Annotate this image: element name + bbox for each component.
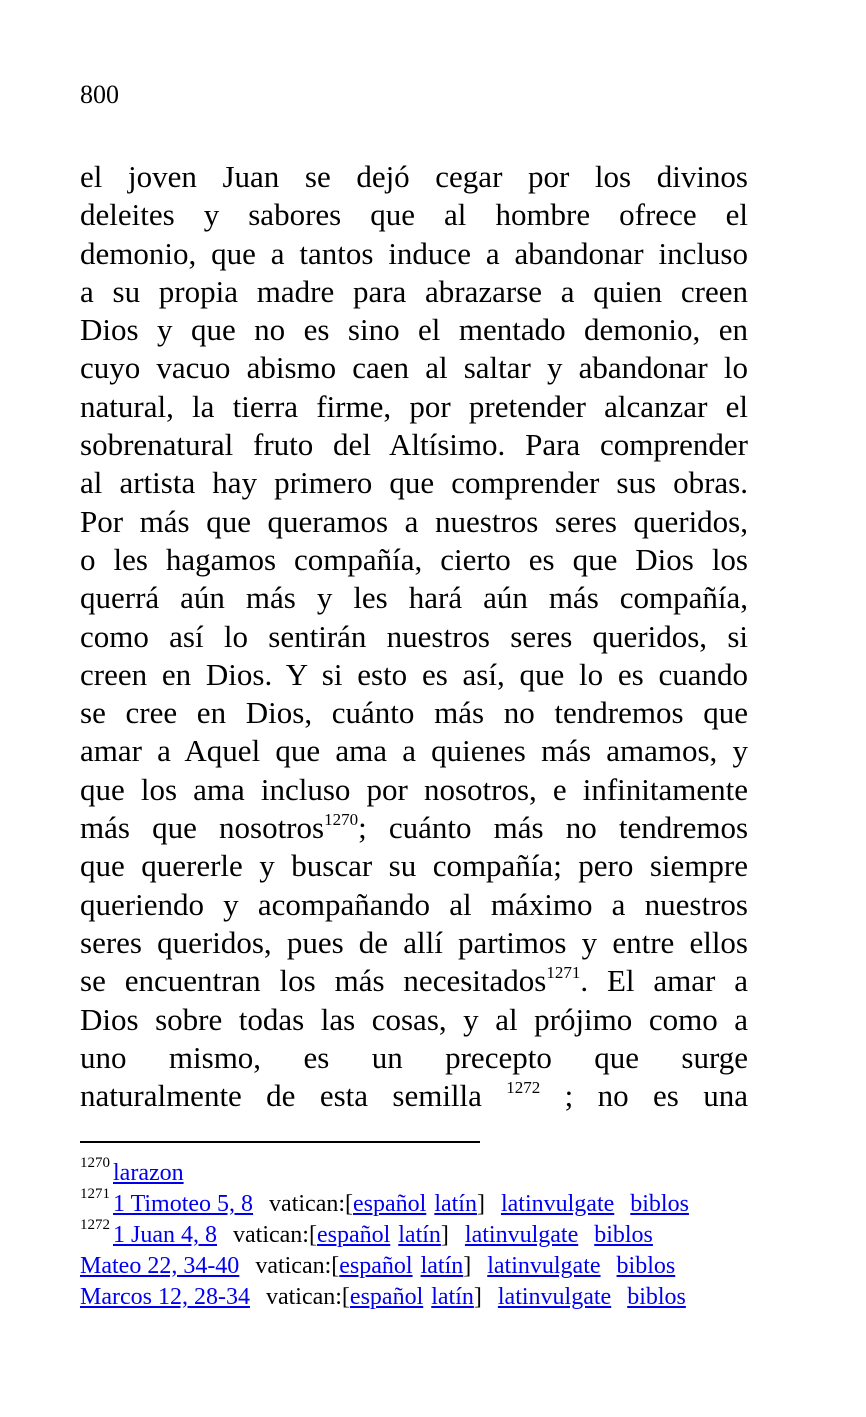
larazon-link[interactable]: larazon <box>113 1160 184 1186</box>
latinvulgate-link[interactable]: latinvulgate <box>500 1191 615 1217</box>
text-fragment: naturalmente de esta semilla <box>80 1078 482 1114</box>
text-line: el joven Juan se dejó cegar por los divinos <box>80 159 748 194</box>
vatican-label: vatican:[ <box>255 1253 340 1279</box>
text-line: seres queridos, pues de allí partimos y entre ellos <box>80 924 748 960</box>
text-line: Dios y que no es sino el mentado demonio, en <box>80 312 748 348</box>
bracket-close: ] <box>440 1222 449 1248</box>
biblos-link[interactable]: biblos <box>594 1222 653 1248</box>
footnotes <box>80 1155 780 1313</box>
text-fragment: más que nosotros <box>80 810 325 846</box>
latin-link[interactable]: latín <box>420 1253 464 1279</box>
bible-ref-link[interactable]: Marcos 12, 28-34 <box>80 1284 250 1310</box>
footnote-ref-1271[interactable]: 1271 <box>546 962 581 982</box>
vatican-label: vatican:[ <box>265 1284 350 1310</box>
latin-link[interactable]: latín <box>398 1222 441 1248</box>
footnote-marcos <box>80 1282 780 1313</box>
footnote-1270 <box>80 1155 780 1189</box>
latin-link[interactable]: latín <box>434 1191 477 1217</box>
biblos-link[interactable]: biblos <box>627 1284 686 1310</box>
footnote-1272 <box>80 1217 780 1251</box>
text-line: uno mismo, es un precepto que surge <box>80 1039 748 1075</box>
text-line: cuyo vacuo abismo caen al saltar y abandonar lo <box>80 350 748 386</box>
text-fragment: se encuentran los más necesitados <box>80 963 547 999</box>
text-line: queriendo y acompañando al máximo a nuestros <box>80 886 748 922</box>
text-line: que los ama incluso por nosotros, e infinitamente <box>80 771 748 807</box>
biblos-link[interactable]: biblos <box>630 1191 689 1217</box>
footnote-1271 <box>80 1186 780 1220</box>
text-line: a su propia madre para abrazarse a quien creen <box>80 273 748 309</box>
latinvulgate-link[interactable]: latinvulgate <box>497 1284 612 1310</box>
text-line: creen en Dios. Y si esto es así, que lo es cuando <box>80 656 748 692</box>
text-line <box>80 1077 748 1115</box>
footnote-mateo <box>80 1251 780 1282</box>
text-line <box>80 809 748 847</box>
text-line: que quererle y buscar su compañía; pero siempre <box>80 848 748 884</box>
text-line <box>80 962 748 1000</box>
footnote-ref-1272[interactable]: 1272 <box>506 1077 541 1097</box>
text-line: sobrenatural fruto del Altísimo. Para comprender <box>80 427 748 463</box>
espanol-link[interactable]: español <box>339 1253 413 1279</box>
text-line: demonio, que a tantos induce a abandonar incluso <box>80 235 748 271</box>
espanol-link[interactable]: español <box>353 1191 427 1217</box>
page-number: 800 <box>80 80 119 109</box>
text-line: Dios sobre todas las cosas, y al prójimo como a <box>80 1001 748 1037</box>
footnote-number: 1272 <box>80 1217 110 1233</box>
text-fragment: . El amar a <box>580 963 748 999</box>
text-fragment: ; no es una <box>564 1078 748 1114</box>
vatican-label: vatican:[ <box>269 1191 353 1217</box>
latin-link[interactable]: latín <box>431 1284 474 1310</box>
bracket-close: ] <box>476 1191 485 1217</box>
espanol-link[interactable]: español <box>316 1222 391 1248</box>
text-line: deleites y sabores que al hombre ofrece el <box>80 197 748 233</box>
latinvulgate-link[interactable]: latinvulgate <box>464 1222 579 1248</box>
text-line: Por más que queramos a nuestros seres queridos, <box>80 503 748 539</box>
text-line: se cree en Dios, cuánto más no tendremos que <box>80 695 748 731</box>
bracket-close: ] <box>463 1253 472 1279</box>
text-line: o les hagamos compañía, cierto es que Dios los <box>80 541 748 577</box>
text-line: amar a Aquel que ama a quienes más amamos, y <box>80 733 748 769</box>
biblos-link[interactable]: biblos <box>616 1253 676 1279</box>
bible-ref-link[interactable]: 1 Juan 4, 8 <box>113 1222 217 1248</box>
text-line: natural, la tierra firme, por pretender alcanzar el <box>80 388 748 424</box>
espanol-link[interactable]: español <box>349 1284 424 1310</box>
footnote-ref-1270[interactable]: 1270 <box>324 809 359 829</box>
footnote-divider <box>80 1141 480 1143</box>
text-line: al artista hay primero que comprender sus obras. <box>80 465 748 501</box>
bible-ref-link[interactable]: Mateo 22, 34-40 <box>80 1253 240 1279</box>
bracket-close: ] <box>473 1284 482 1310</box>
vatican-label: vatican:[ <box>233 1222 317 1248</box>
text-line: como así lo sentirán nuestros seres queridos, si <box>80 618 748 654</box>
body-text <box>80 158 748 1115</box>
text-fragment: ; cuánto más no tendremos <box>358 810 749 846</box>
footnote-number: 1270 <box>80 1155 110 1171</box>
footnote-number: 1271 <box>80 1186 110 1202</box>
bible-ref-link[interactable]: 1 Timoteo 5, 8 <box>113 1191 254 1217</box>
latinvulgate-link[interactable]: latinvulgate <box>487 1253 601 1279</box>
text-line: querrá aún más y les hará aún más compañía, <box>80 580 748 616</box>
